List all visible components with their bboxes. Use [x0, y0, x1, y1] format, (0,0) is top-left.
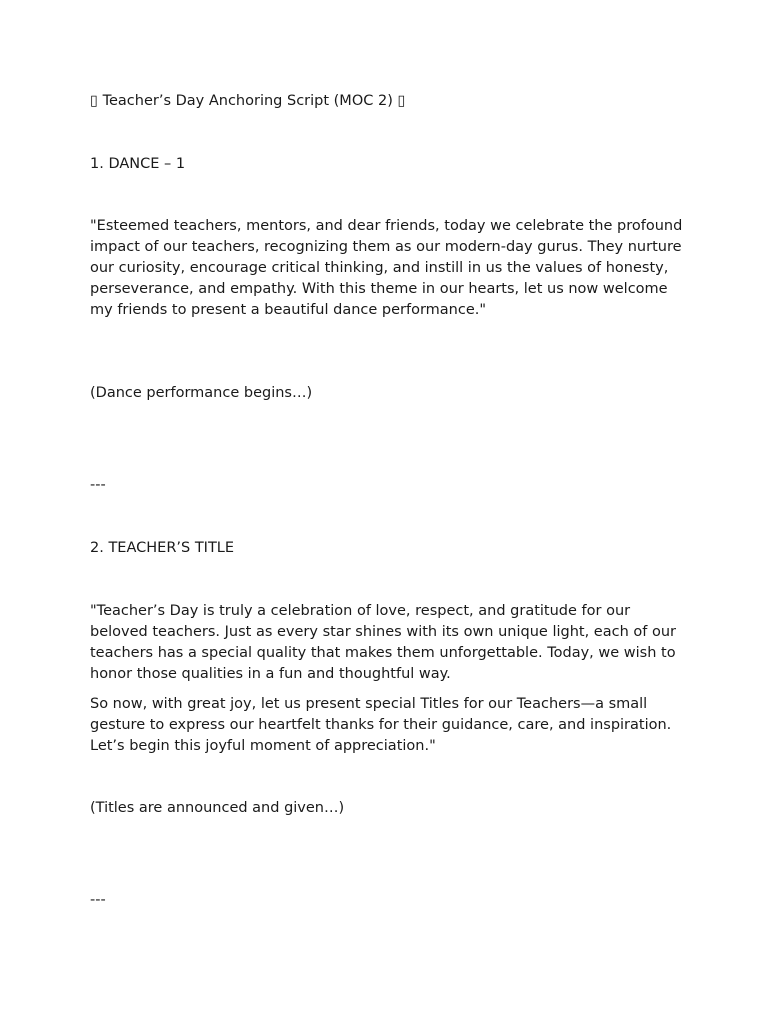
section-heading-dance: 1. DANCE – 1 [90, 156, 186, 172]
titles-stage-direction: (Titles are announced and given…) [90, 800, 345, 816]
section-divider: --- [90, 477, 106, 493]
section-heading-teachers-title: 2. TEACHER’S TITLE [90, 540, 235, 556]
titles-intro-paragraph: "Teacher’s Day is truly a celebration of love, respect, and gratitude for our beloved teachers. Just as every star shines with its own unique light, each of our teachers has a special quality that makes them unforgettable. Today, we wish to honor those qualities in a fun and thoughtful way. [90, 603, 676, 682]
document-title-text: Teacher’s Day Anchoring Script (MOC 2) [102, 93, 393, 109]
dance-intro-paragraph: "Esteemed teachers, mentors, and dear friends, today we celebrate the profound impact of our teachers, recognizing them as our modern-day gurus. They nurture our curiosity, encourage critical thinking, and instill in us the values of honesty, perseverance, and empathy. With this theme in our hearts, let us now welcome my friends to present a beautiful dance performance." [90, 218, 683, 318]
titles-intro-paragraph-continued: So now, with great joy, let us present special Titles for our Teachers—a small gesture to express our heartfelt thanks for their guidance, care, and inspiration. Let’s begin this joyful moment of appreciation." [90, 696, 672, 754]
missing-emoji-icon: ▯ [397, 93, 406, 109]
document-title [90, 91, 405, 112]
missing-emoji-icon: ▯ [90, 93, 98, 109]
dance-stage-direction: (Dance performance begins…) [90, 385, 313, 401]
section-divider: --- [90, 892, 106, 908]
